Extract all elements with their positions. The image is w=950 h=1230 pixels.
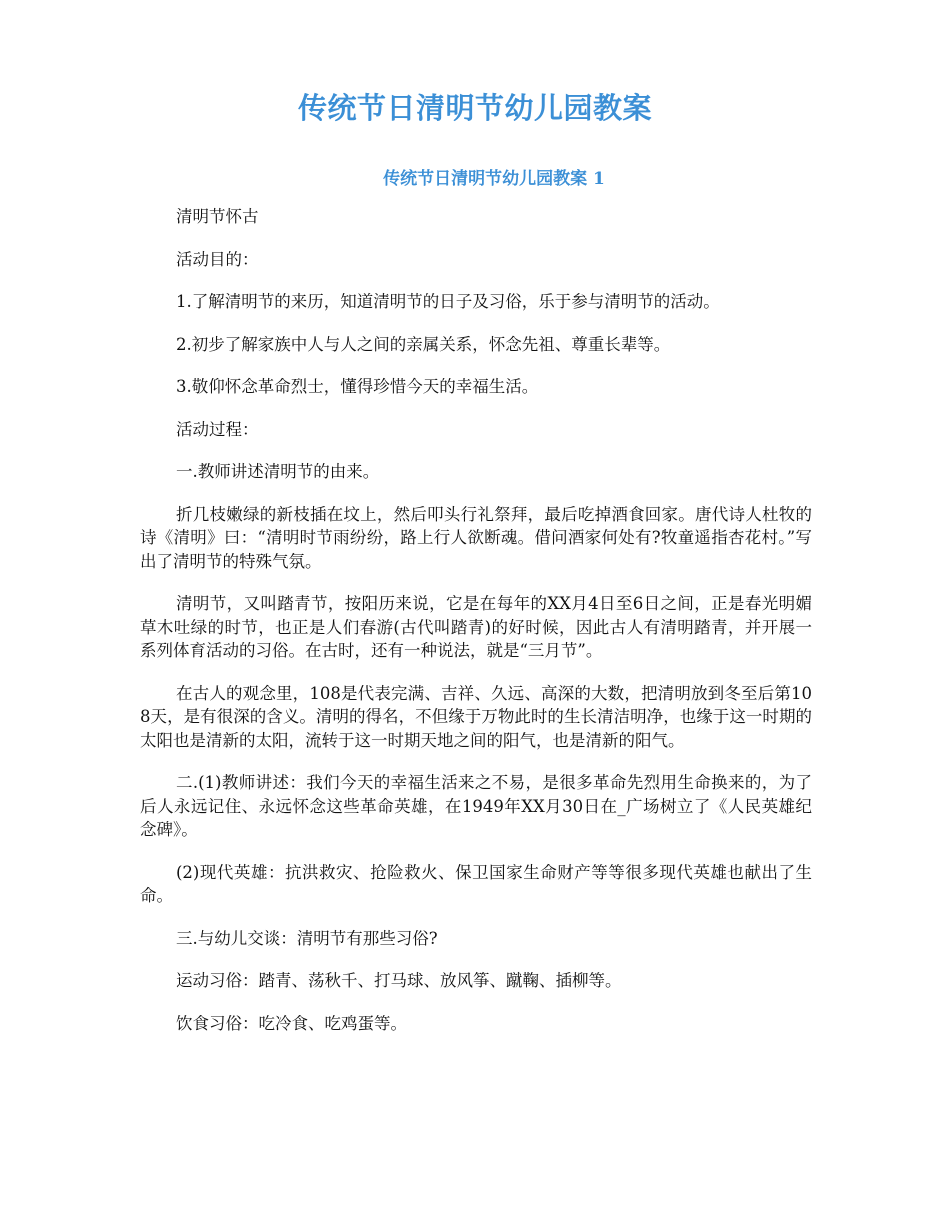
paragraph-step-1: 一.教师讲述清明节的由来。 bbox=[176, 462, 380, 481]
paragraph-meaning: 在古人的观念里，108是代表完满、吉祥、久远、高深的大数，把清明放到冬至后第108天，是有很深的含义。清明的得名，不但缘于万物此时的生长清洁明净，也缘于这一时期的太阳也是清新的太阳，流转于这一时期天地之间的阳气，也是清新的阳气。 bbox=[140, 683, 812, 750]
paragraph-step-2-heroes: 二.(1)教师讲述：我们今天的幸福生活来之不易，是很多革命先烈用生命换来的，为了后人永远记住、永远怀念这些革命英雄，在1949年XX月30日在_广场树立了《人民英雄纪念碑》。 bbox=[140, 773, 812, 839]
paragraph-modern-heroes: (2)现代英雄：抗洪救灾、抢险救火、保卫国家生命财产等等很多现代英雄也献出了生命。 bbox=[140, 862, 812, 905]
paragraph-food-customs: 饮食习俗：吃冷食、吃鸡蛋等。 bbox=[176, 1013, 407, 1033]
paragraph-origin-story: 折几枝嫩绿的新枝插在坟上，然后叩头行礼祭拜，最后吃掉酒食回家。唐代诗人杜牧的诗《清明》曰：“清明时节雨纷纷，路上行人欲断魂。借问酒家何处有?牧童遥指杏花村。”写出了清明节的特殊气氛。 bbox=[140, 504, 812, 571]
paragraph-goal-1: 1.了解清明节的来历，知道清明节的日子及习俗，乐于参与清明节的活动。 bbox=[176, 292, 720, 311]
paragraph-topic: 清明节怀古 bbox=[176, 207, 259, 226]
document-title: 传统节日清明节幼儿园教案 bbox=[297, 91, 652, 125]
paragraph-goal-3: 3.敬仰怀念革命烈士，懂得珍惜今天的幸福生活。 bbox=[176, 377, 539, 396]
paragraph-sports-customs: 运动习俗：踏青、荡秋千、打马球、放风筝、蹴鞠、插柳等。 bbox=[176, 971, 622, 990]
paragraph-step-3: 三.与幼儿交谈：清明节有那些习俗? bbox=[176, 928, 438, 948]
paragraph-goals-heading: 活动目的： bbox=[176, 249, 259, 269]
paragraph-goal-2: 2.初步了解家族中人与人之间的亲属关系，怀念先祖、尊重长辈等。 bbox=[176, 334, 671, 354]
paragraph-qingming-date: 清明节，又叫踏青节，按阳历来说，它是在每年的XX月4日至6日之间，正是春光明媚草木吐绿的时节，也正是人们春游(古代叫踏青)的好时候，因此古人有清明踏青，并开展一系列体育活动的习俗。在古时，还有一种说法，就是“三月节”。 bbox=[140, 594, 812, 660]
paragraph-process-heading: 活动过程： bbox=[176, 419, 259, 439]
document-body bbox=[140, 205, 812, 1054]
section-title: 传统节日清明节幼儿园教案 1 bbox=[383, 169, 605, 189]
